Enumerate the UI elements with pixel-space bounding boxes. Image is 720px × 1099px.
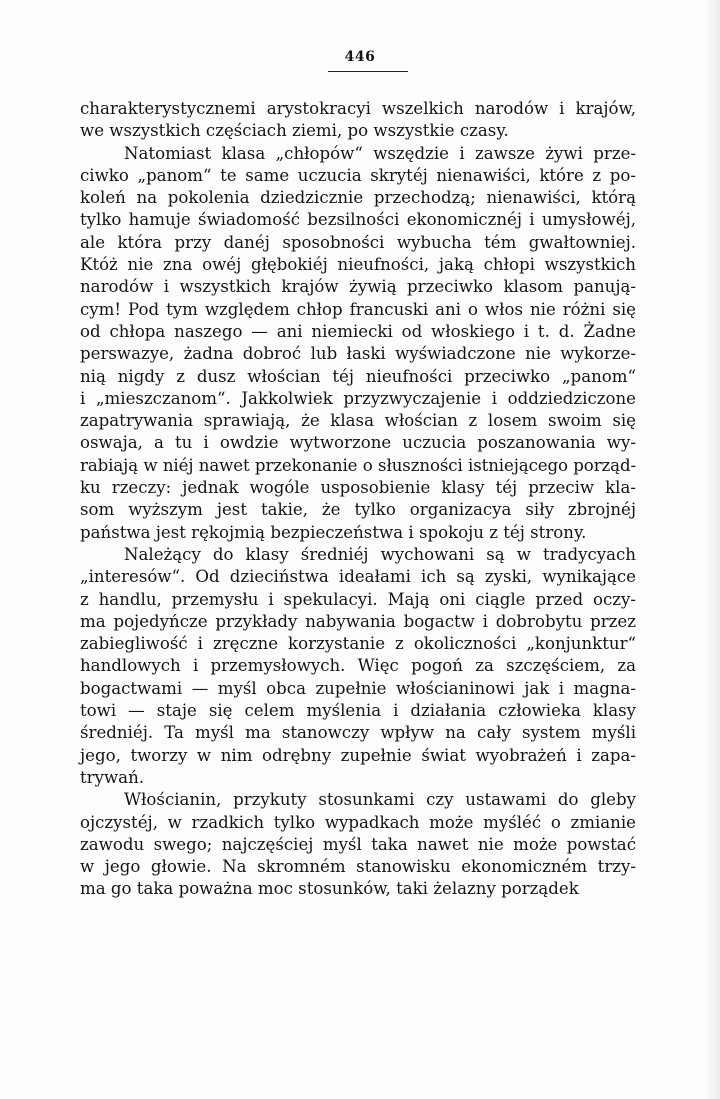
text-line: rabiają w niéj nawet przekonanie o słuszności istniejącego porząd- xyxy=(80,455,636,475)
text-line: państwa jest rękojmią bezpieczeństwa i spokoju z téj strony. xyxy=(80,522,587,542)
text-line: oswaja, a tu i owdzie wytworzone uczucia poszanowania wy- xyxy=(80,433,636,453)
paragraph xyxy=(80,98,636,143)
scan-edge-shadow xyxy=(706,0,720,1099)
header-rule xyxy=(328,71,408,72)
text-line: trywań. xyxy=(80,767,145,787)
paragraph xyxy=(80,789,636,900)
text-line: handlowych i przemysłowych. Więc pogoń za szczęściem, za xyxy=(80,656,636,676)
text-line: zawodu swego; najczęściej myśl taka nawet nie może powstać xyxy=(80,834,636,854)
text-line: jego, tworzy w nim odrębny zupełnie świat wyobrażeń i zapa- xyxy=(80,745,636,765)
text-line: Włościanin, przykuty stosunkami czy ustawami do gleby xyxy=(124,790,636,810)
paragraph xyxy=(80,143,636,544)
text-line: towi — staje się celem myślenia i działania człowieka klasy xyxy=(80,701,636,721)
text-line: ale która przy danéj sposobności wybucha tém gwałtowniej. xyxy=(80,232,636,252)
text-line: ojczystéj, w rzadkich tylko wypadkach może myśléć o zmianie xyxy=(80,812,636,832)
text-line: narodów i wszystkich krajów żywią przeciwko klasom panują- xyxy=(80,277,636,297)
body-text xyxy=(80,98,636,901)
page-number: 446 xyxy=(344,49,376,65)
text-line: zapatrywania sprawiają, że klasa włościan z losem swoim się xyxy=(80,411,636,431)
text-line: ku rzeczy: jednak wogóle usposobienie klasy téj przeciw kla- xyxy=(80,478,636,498)
text-line: we wszystkich częściach ziemi, po wszystkie czasy. xyxy=(80,121,509,141)
text-line: nią nigdy z dusz włościan téj nieufności przeciwko „panom“ xyxy=(80,366,636,386)
text-line: som wyższym jest takie, że tylko organizacya siły zbrojnéj xyxy=(80,500,636,520)
text-line: charakterystycznemi arystokracyi wszelkich narodów i krajów, xyxy=(80,99,636,118)
text-line: bogactwami — myśl obca zupełnie włościaninowi jak i magna- xyxy=(80,678,636,698)
text-line: z handlu, przemysłu i spekulacyi. Mają oni ciągle przed oczy- xyxy=(80,589,636,609)
paragraph xyxy=(80,544,636,789)
text-line: ma go taka poważna moc stosunków, taki żelazny porządek xyxy=(80,879,579,899)
text-line: ciwko „panom“ te same uczucia skrytéj nienawiści, które z po- xyxy=(80,165,636,185)
text-line: tylko hamuje świadomość bezsilności ekonomicznéj i umysłowéj, xyxy=(80,210,636,230)
text-line: cym! Pod tym względem chłop francuski ani o włos nie różni się xyxy=(80,299,636,319)
text-line: Któż nie zna owéj głębokiéj nieufności, jaką chłopi wszystkich xyxy=(80,255,636,275)
text-line: w jego głowie. Na skromném stanowisku ekonomiczném trzy- xyxy=(80,857,636,877)
text-line: Natomiast klasa „chłopów“ wszędzie i zawsze żywi prze- xyxy=(124,143,636,163)
text-line: Należący do klasy średniéj wychowani są w tradycyach xyxy=(124,544,636,564)
text-line: zabiegliwość i zręczne korzystanie z okoliczności „konjunktur“ xyxy=(80,634,636,654)
text-line: od chłopa naszego — ani niemiecki od włoskiego i t. d. Żadne xyxy=(80,321,636,341)
text-line: średniéj. Ta myśl ma stanowczy wpływ na cały system myśli xyxy=(80,723,636,743)
text-line: perswazye, żadna dobroć lub łaski wyświadczone nie wykorze- xyxy=(80,344,636,364)
text-line: i „mieszczanom“. Jakkolwiek przyzwyczajenie i oddziedziczone xyxy=(80,388,636,408)
text-line: ma pojedyńcze przykłady nabywania bogactw i dobrobytu przez xyxy=(80,611,636,631)
text-line: „interesów“. Od dzieciństwa ideałami ich są zyski, wynikające xyxy=(80,567,636,587)
text-line: koleń na pokolenia dziedzicznie przechodzą; nienawiści, którą xyxy=(80,188,636,208)
